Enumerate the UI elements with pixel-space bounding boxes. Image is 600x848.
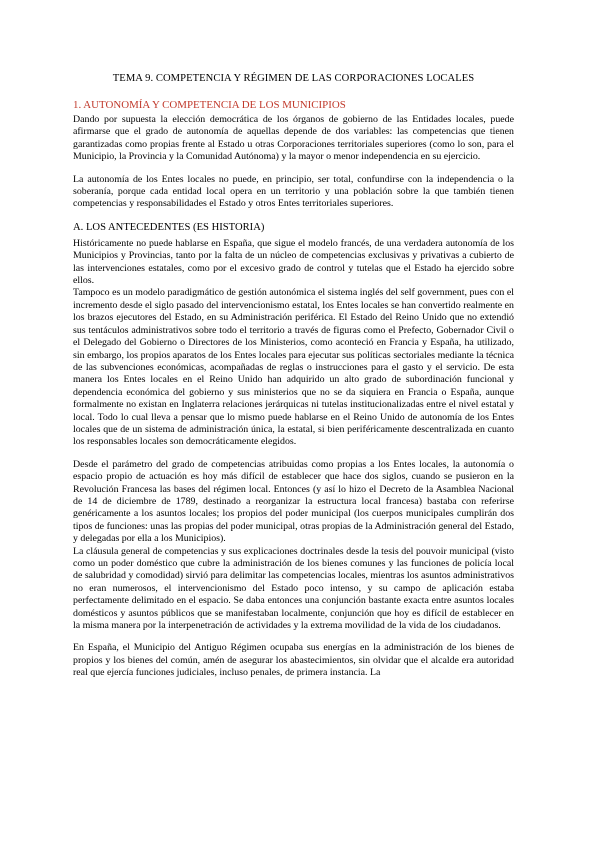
paragraph: Tampoco es un modelo paradigmático de gestión autonómica el sistema inglés del self government, pues con el incremento desde el siglo pasado del intervencionismo estatal, los Entes locales se han convertido realmente en los brazos ejecutores del Estado, en su Administración periférica. El Estado del Reino Unido que no extendió sus tentáculos administrativos sobre todo el territorio a través de figuras como el Prefecto, Gobernador Civil o el Delegado del Gobierno o Directores de los Ministerios, como aconteció en Francia y España, ha utilizado, sin embargo, los propios aparatos de los Entes locales para ejecutar sus políticas sectoriales mediante la técnica de las subvenciones económicas, acompañadas de reglas o instrucciones para el gasto y el servicio. De esta manera los Entes locales en el Reino Unido han adquirido un alto grado de subordinación funcional y dependencia económica del gobierno y sus ministerios que no se da siquiera en Francia o España, aunque formalmente no existan en Inglaterra relaciones jerárquicas ni tutelas institucionalizadas entre el nivel estatal y local. Todo lo cual lleva a pensar que lo mismo puede hablarse en el Reino Unido de autonomía de los Entes locales que de un sistema de administración única, la estatal, si bien periféricamente descentralizada en cuanto los responsables locales son democráticamente elegidos. — [73, 287, 514, 448]
subheading: A. LOS ANTECEDENTES (ES HISTORIA) — [73, 221, 265, 233]
document-title: TEMA 9. COMPETENCIA Y RÉGIMEN DE LAS CORPORACIONES LOCALES — [112, 73, 475, 84]
paragraph: Dando por supuesta la elección democrática de los órganos de gobierno de las Entidades locales, puede afirmarse que el grado de autonomía de aquellas depende de dos variables: las competencias que tienen garantizadas como propias frente al Estado u otras Corporaciones territoriales superiores (como lo son, para el Municipio, la Provincia y la Comunidad Autónoma) y la mayor o menor independencia en su ejercicio. — [73, 114, 514, 163]
paragraph: Históricamente no puede hablarse en España, que sigue el modelo francés, de una verdadera autonomía de los Municipios y Provincias, tanto por la falta de un núcleo de competencias exclusivas y privativas a cubierto de las intervenciones estatales, como por el excesivo grado de control y tutelas que el Estado ha ejercido sobre ellos. — [73, 237, 514, 287]
paragraph: Desde el parámetro del grado de competencias atribuidas como propias a los Entes locales, la autonomía o espacio propio de actuación es hoy más difícil de establecer que hace dos siglos, cuando se pusieron en la Revolución Francesa las bases del régimen local. Entonces (y así lo hizo el Decreto de la Asamblea Nacional de 14 de diciembre de 1789, destinado a reorganizar la estructura local francesa) bastaba con referirse genéricamente a los asuntos locales; los propios del poder municipal (los cuerpos municipales cumplirán dos tipos de funciones: unas las propias del poder municipal, otras propias de la Administración general del Estado, y delegadas por ella a los Municipios). — [73, 458, 514, 545]
paragraph: La cláusula general de competencias y sus explicaciones doctrinales desde la tesis del pouvoir municipal (visto como un poder doméstico que cubre la administración de los bienes comunes y las funciones de policía local de salubridad y comodidad) sirvió para delimitar las competencias locales, mientras los asuntos administrativos no eran numerosos, el intervencionismo del Estado poco intenso, y su campo de aplicación estaba perfectamente delimitado en el espacio. Se daba entonces una conjunción bastante exacta entre asuntos locales domésticos y asuntos públicos que se manifestaban localmente, conjunción que hoy es difícil de establecer en la misma manera por la interpenetración de actividades y la extrema movilidad de la vida de los ciudadanos. — [73, 545, 514, 632]
section-heading: 1. AUTONOMÍA Y COMPETENCIA DE LOS MUNICIPIOS — [73, 99, 346, 111]
paragraph: En España, el Municipio del Antiguo Régimen ocupaba sus energías en la administración de los bienes de propios y los bienes del común, amén de asegurar los abastecimientos, sin olvidar que el alcalde era autoridad real que ejercía funciones judiciales, incluso penales, de primera instancia. La — [73, 642, 514, 679]
paragraph: La autonomía de los Entes locales no puede, en principio, ser total, confundirse con la independencia o la soberanía, porque cada entidad local opera en un territorio y una población sobre la que también tienen competencias y responsabilidades el Estado y otros Entes territoriales superiores. — [73, 173, 514, 210]
